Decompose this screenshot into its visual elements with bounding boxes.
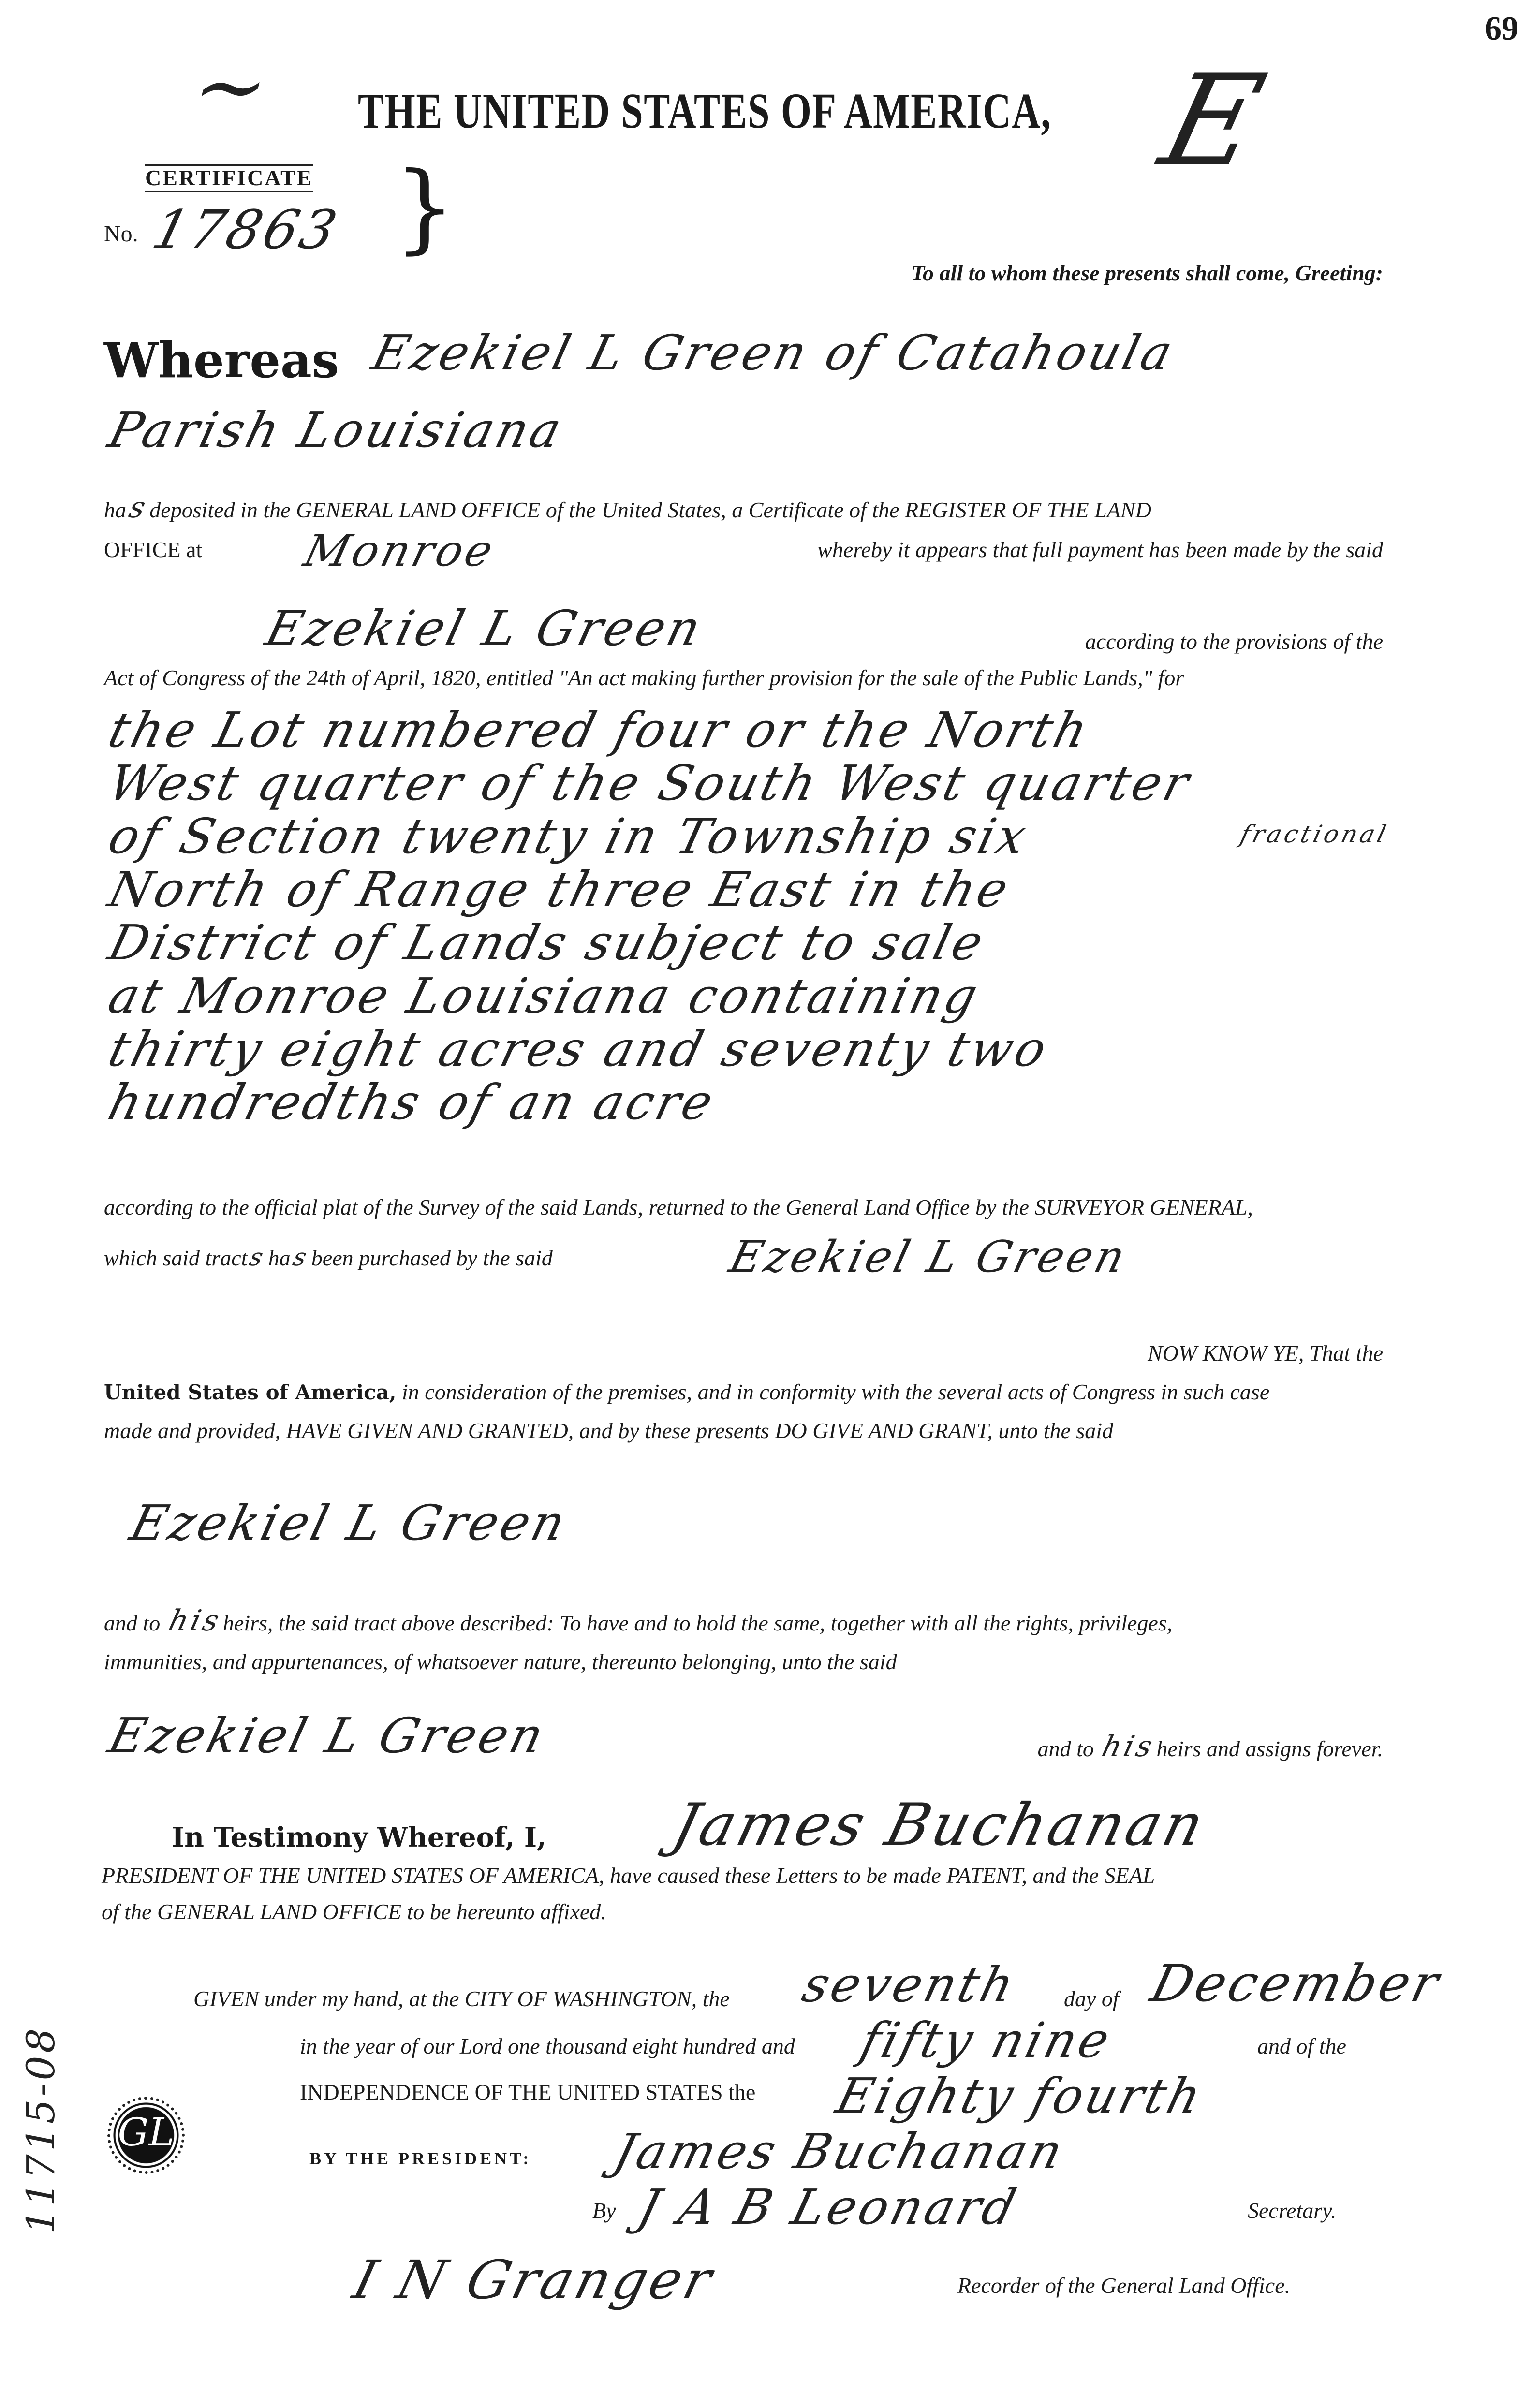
seal-text: of the GENERAL LAND OFFICE to be hereunto affixed. <box>102 1899 606 1924</box>
year-text: in the year of our Lord one thousand eight hundred and <box>300 2034 795 2058</box>
grantee-name-2: Ezekiel L Green <box>103 1707 552 1764</box>
and-of-the-text: and of the <box>1257 2034 1346 2058</box>
independence-text: INDEPENDENCE OF THE UNITED STATES the <box>300 2080 756 2104</box>
land-description-line: District of Lands subject to sale <box>103 914 992 971</box>
general-land-office-seal <box>107 2097 185 2174</box>
page-number: 69 <box>1485 10 1518 47</box>
heirs-line <box>104 1606 1172 1636</box>
decorative-flourish-left: ~ <box>182 36 283 137</box>
heirs-assigns-text: heirs and assigns forever. <box>1156 1736 1383 1761</box>
habendum-text: To have and to hold the same, together with all the rights, privileges, <box>560 1611 1173 1635</box>
and-to-text: and to <box>1037 1736 1094 1761</box>
now-know-ye: NOW KNOW YE, That the <box>1148 1341 1383 1366</box>
whereas-label: Whereas <box>104 332 339 389</box>
day-of-text: day of <box>1064 1986 1119 2011</box>
grant-text: made and provided, HAVE GIVEN AND GRANTED, and by these presents DO GIVE AND GRANT, unto the said <box>104 1418 1114 1443</box>
deposit-text: deposited in the GENERAL LAND OFFICE of the United States, a Certificate of the REGISTER OF THE LAND <box>149 498 1151 522</box>
secretary-label: Secretary. <box>1248 2198 1337 2223</box>
testimony-label: In Testimony Whereof, I, <box>172 1821 546 1853</box>
act-of-congress-text: Act of Congress of the 24th of April, 1820, entitled "An act making further provision for the sale of the Public Lands," for <box>104 665 1184 690</box>
provisions-text: according to the provisions of the <box>1085 629 1383 654</box>
land-description-line: the Lot numbered four or the North <box>103 702 1096 758</box>
month-handwritten: December <box>1145 1954 1447 2013</box>
deposit-line <box>104 493 1151 523</box>
forever-line <box>1038 1732 1383 1762</box>
recorder-signature: I N Granger <box>347 2249 721 2311</box>
consideration-text: in consideration of the premises, and in conformity with the several acts of Congress in such case <box>402 1380 1270 1404</box>
land-office-name: Monroe <box>299 526 501 576</box>
and-to-text: and to <box>104 1611 161 1635</box>
president-signature: James Buchanan <box>608 2123 1071 2180</box>
grantee-residence-line2: Parish Louisiana <box>103 402 570 458</box>
certificate-brace: } <box>394 151 456 264</box>
has-prefix: ha <box>104 498 126 522</box>
document-title: THE UNITED STATES OF AMERICA, <box>358 83 1052 139</box>
handwritten-e-mark: E <box>1148 48 1280 194</box>
has-suffix: s <box>125 491 152 525</box>
payer-name: Ezekiel L Green <box>260 600 709 657</box>
day-handwritten: seventh <box>797 1956 1023 2013</box>
greeting: To all to whom these presents shall come, Greeting: <box>911 261 1383 285</box>
given-text: GIVEN under my hand, at the CITY OF WASHINGTON, the <box>193 1986 730 2011</box>
tract-plural: s <box>247 1243 269 1271</box>
purchase-line <box>104 1245 553 1271</box>
land-description-line: North of Range three East in the <box>103 861 1017 918</box>
land-description-line: hundredths of an acre <box>103 1074 722 1131</box>
secretary-signature: J A B Leonard <box>633 2179 1024 2235</box>
his-handwritten: his <box>165 1604 225 1638</box>
purchased-text: been purchased by the said <box>311 1246 553 1270</box>
grantee-residence-line1: Ezekiel L Green of Catahoula <box>367 324 1181 381</box>
immunities-text: immunities, and appurtenances, of whatsoever nature, thereunto belonging, unto the said <box>104 1649 897 1674</box>
his-handwritten: his <box>1099 1730 1159 1763</box>
recorder-label: Recorder of the General Land Office. <box>958 2273 1291 2298</box>
grantee-name: Ezekiel L Green <box>125 1495 574 1551</box>
heirs-text: heirs, the said tract <box>222 1611 396 1635</box>
by-the-president-label: BY THE PRESIDENT: <box>309 2149 532 2168</box>
survey-text: according to the official plat of the Survey of the said Lands, returned to the General Land Office by the SURVEYOR GENERAL, <box>104 1195 1253 1219</box>
certificate-number: 17863 <box>146 199 346 261</box>
has-suffix: s <box>290 1243 312 1271</box>
land-description-line: thirty eight acres and seventy two <box>103 1021 1055 1077</box>
testimony-text: PRESIDENT OF THE UNITED STATES OF AMERICA, have caused these Letters to be made PATENT, and the SEAL <box>102 1863 1155 1888</box>
land-description-line: at Monroe Louisiana containing <box>103 968 986 1024</box>
certificate-label: CERTIFICATE <box>145 164 313 192</box>
president-name-handwritten: James Buchanan <box>666 1791 1213 1859</box>
united-states-blackletter: United States of America, <box>104 1380 397 1404</box>
payment-text: whereby it appears that full payment has been made by the said <box>817 537 1383 562</box>
land-description-line: West quarter of the South West quarter <box>103 755 1198 811</box>
certificate-no-label: No. <box>104 221 138 247</box>
independence-year-handwritten: Eighty fourth <box>831 2068 1210 2124</box>
land-description-insert: fractional <box>1237 820 1392 848</box>
purchaser-name: Ezekiel L Green <box>724 1232 1133 1282</box>
seal-monogram: GL <box>118 2110 175 2155</box>
office-at-label: OFFICE at <box>104 537 203 562</box>
margin-note: 11715-08 <box>18 2025 63 2234</box>
by-label: By <box>592 2198 616 2223</box>
tract-text: which said tract <box>104 1246 248 1270</box>
above-described-text: above described: <box>401 1611 554 1635</box>
year-handwritten: fifty nine <box>855 2012 1118 2069</box>
land-description-line: of Section twenty in Township six <box>103 808 1035 865</box>
has-prefix: ha <box>268 1246 291 1270</box>
